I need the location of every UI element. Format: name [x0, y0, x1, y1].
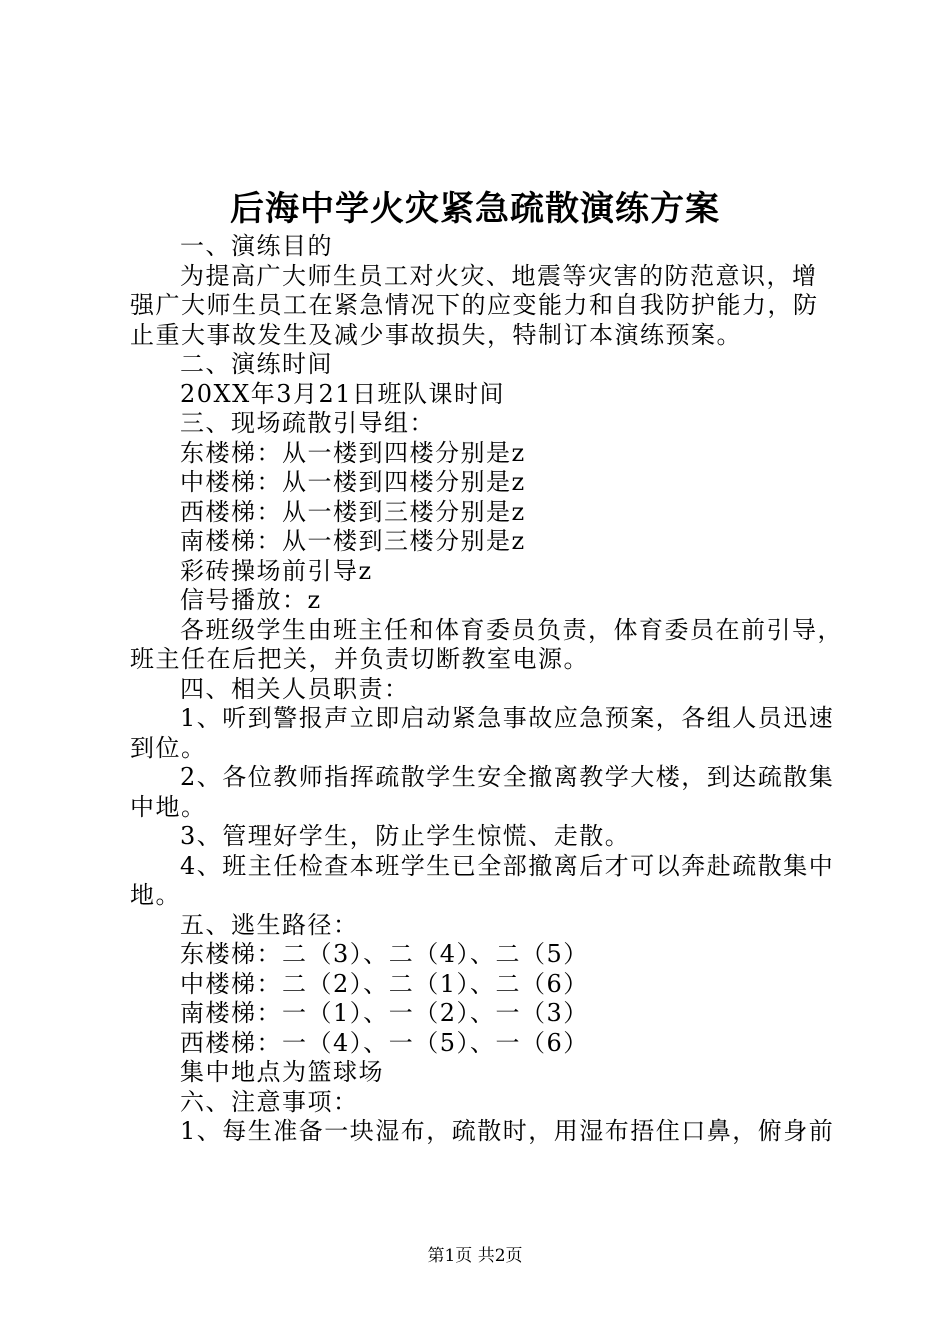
- paragraph-line: 地。: [130, 881, 181, 909]
- document-body: [130, 232, 843, 1147]
- paragraph-line: 中楼梯：从一楼到四楼分别是z: [180, 468, 526, 496]
- paragraph-line: 3、管理好学生，防止学生惊慌、走散。: [180, 822, 631, 850]
- paragraph-line: 五、逃生路径：: [180, 910, 359, 939]
- paragraph-line: 二、演练时间: [180, 350, 333, 378]
- paragraph-line: 到位。: [130, 733, 207, 762]
- paragraph-line: 为提高广大师生员工对火灾、地震等灾害的防范意识，增: [180, 261, 818, 290]
- paragraph-line: 南楼梯：一（1）、一（2）、一（3）: [180, 999, 589, 1027]
- paragraph-line: 1、听到警报声立即启动紧急事故应急预案，各组人员迅速: [180, 704, 835, 732]
- paragraph-line: 中地。: [130, 792, 207, 821]
- paragraph-line: 各班级学生由班主任和体育委员负责，体育委员在前引导，: [180, 615, 843, 644]
- paragraph-line: 东楼梯：从一楼到四楼分别是z: [180, 438, 526, 467]
- paragraph-line: 20XX年3月21日班队课时间: [180, 379, 506, 408]
- paragraph-line: 4、班主任检查本班学生已全部撤离后才可以奔赴疏散集中: [180, 851, 835, 880]
- paragraph-line: 强广大师生员工在紧急情况下的应变能力和自我防护能力，防: [130, 291, 819, 319]
- paragraph-line: 止重大事故发生及减少事故损失，特制订本演练预案。: [130, 320, 742, 349]
- paragraph-line: 一、演练目的: [180, 232, 333, 260]
- paragraph-line: 三、现场疏散引导组：: [180, 409, 435, 437]
- paragraph-line: 1、每生准备一块湿布，疏散时，用湿布捂住口鼻，俯身前: [180, 1117, 835, 1145]
- paragraph-line: 班主任在后把关，并负责切断教室电源。: [130, 645, 589, 673]
- paragraph-line: 西楼梯：从一楼到三楼分别是z: [180, 497, 526, 526]
- paragraph-line: 六、注意事项：: [180, 1087, 359, 1116]
- paragraph-line: 东楼梯：二（3）、二（4）、二（5）: [180, 940, 589, 968]
- paragraph-line: 四、相关人员职责：: [180, 674, 410, 703]
- paragraph-line: 西楼梯：一（4）、一（5）、一（6）: [180, 1028, 589, 1057]
- paragraph-line: 2、各位教师指挥疏散学生安全撤离教学大楼，到达疏散集: [180, 763, 835, 791]
- paragraph-line: 彩砖操场前引导z: [180, 556, 373, 585]
- page-footer: 第1页 共2页: [427, 1246, 523, 1266]
- document-title: 后海中学火灾紧急疏散演练方案: [230, 189, 720, 229]
- paragraph-line: 集中地点为篮球场: [180, 1058, 384, 1086]
- paragraph-line: 信号播放：z: [180, 586, 322, 614]
- paragraph-line: 南楼梯：从一楼到三楼分别是z: [180, 527, 526, 555]
- paragraph-line: 中楼梯：二（2）、二（1）、二（6）: [180, 969, 589, 998]
